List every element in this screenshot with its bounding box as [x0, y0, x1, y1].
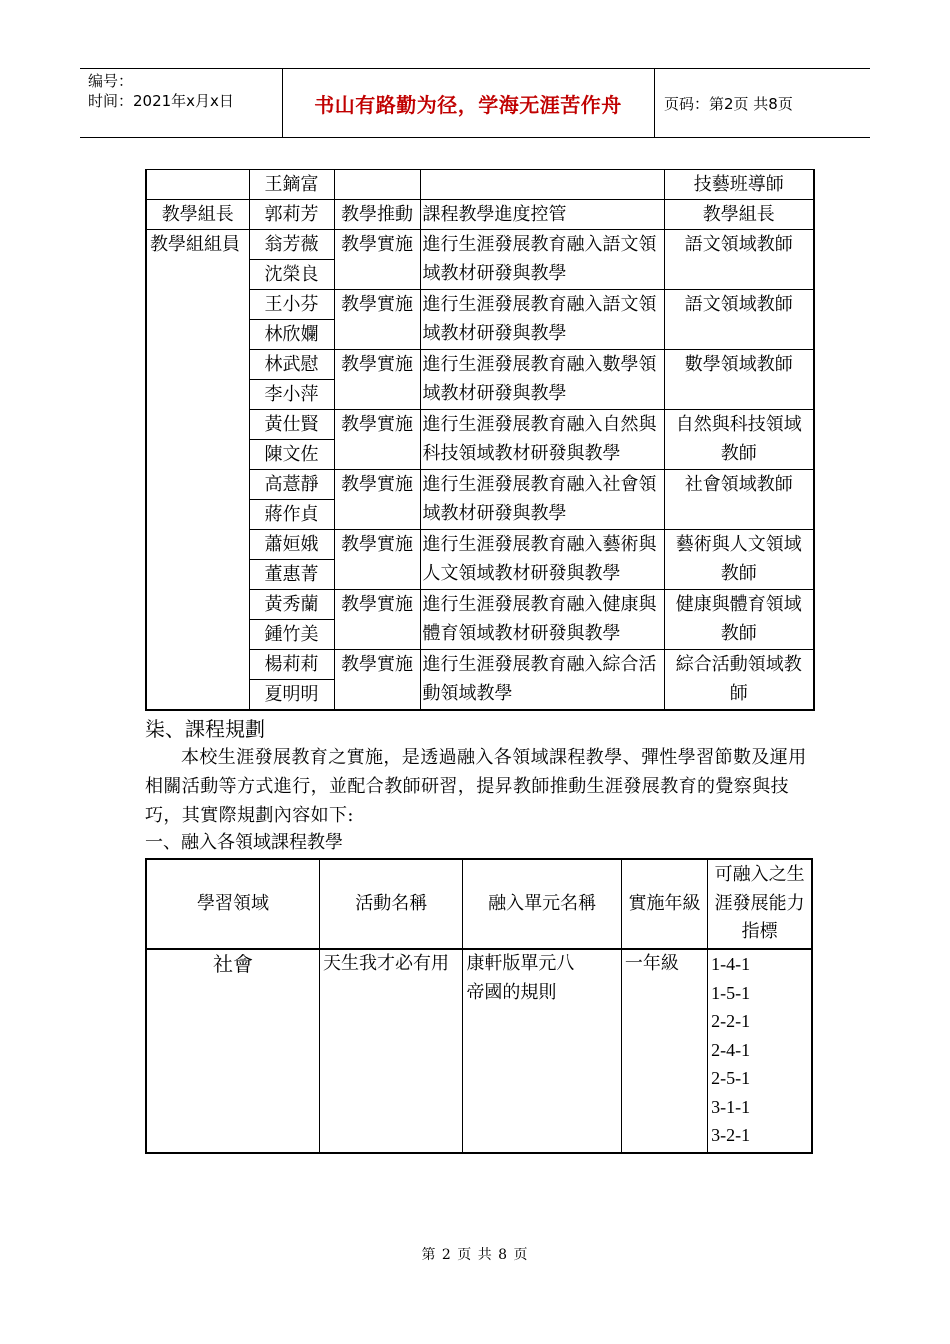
course-grade: 一年級 [621, 949, 707, 1153]
page-header [80, 68, 870, 138]
indicator-item: 2-2-1 [711, 1011, 751, 1031]
staff-title-cell [146, 170, 249, 200]
staff-name: 王鏑富 [249, 170, 334, 200]
staff-table [145, 169, 815, 711]
indicator-item: 3-1-1 [711, 1096, 751, 1117]
table-header-row [146, 859, 812, 949]
staff-role: 語文領域教師 [664, 230, 814, 290]
header-number: 编号： [88, 72, 134, 90]
staff-role: 技藝班導師 [664, 170, 814, 200]
indicator-item: 3-2-1 [711, 1125, 751, 1145]
staff-name: 高薏靜 [249, 470, 334, 500]
staff-name: 黃秀蘭 [249, 590, 334, 620]
staff-task: 教學實施 [334, 650, 420, 711]
staff-name: 董惠菁 [249, 560, 334, 590]
indicator-item: 1-5-1 [711, 982, 751, 1003]
staff-name: 鍾竹美 [249, 620, 334, 650]
staff-task: 教學實施 [334, 410, 420, 470]
staff-name: 沈榮良 [249, 260, 334, 290]
staff-desc: 進行生涯發展教育融入語文領域教材研發與教學 [420, 290, 664, 350]
column-header: 實施年級 [621, 859, 707, 949]
course-activity: 天生我才必有用 [320, 949, 463, 1153]
staff-desc: 進行生涯發展教育融入健康與體育領域教材研發與教學 [420, 590, 664, 650]
staff-task: 教學推動 [334, 200, 420, 230]
staff-role: 藝術與人文領域教師 [664, 530, 814, 590]
table-row [146, 230, 814, 260]
header-page-number: 页码：第2页 共8页 [664, 94, 793, 113]
header-motto: 书山有路勤为径，学海无涯苦作舟 [314, 92, 622, 117]
section-paragraph: 本校生涯發展教育之實施，是透過融入各領域課程教學、彈性學習節數及運用相關活動等方式進行，並配合教師研習，提昇教師推動生涯發展教育的覺察與技巧，其實際規劃內容如下: [145, 747, 807, 826]
column-header: 學習領域 [146, 859, 320, 949]
indicator-item: 2-5-1 [711, 1068, 751, 1088]
staff-name: 楊莉莉 [249, 650, 334, 680]
column-header: 可融入之生涯發展能力指標 [708, 859, 812, 949]
staff-name: 林武慰 [249, 350, 334, 380]
staff-name: 李小萍 [249, 380, 334, 410]
table-row [146, 170, 814, 200]
staff-title-cell: 教學組組員 [146, 230, 249, 711]
staff-role: 教學組長 [664, 200, 814, 230]
staff-task [334, 170, 420, 200]
course-table [145, 858, 813, 1154]
staff-desc: 進行生涯發展教育融入綜合活動領域教學 [420, 650, 664, 711]
table-row [146, 200, 814, 230]
staff-role: 數學領域教師 [664, 350, 814, 410]
column-header: 活動名稱 [320, 859, 463, 949]
course-indicators [708, 949, 812, 1153]
indicator-item: 2-4-1 [711, 1039, 751, 1060]
staff-task: 教學實施 [334, 230, 420, 290]
staff-task: 教學實施 [334, 590, 420, 650]
staff-role: 綜合活動領域教師 [664, 650, 814, 711]
table-row [146, 949, 812, 1153]
staff-task: 教學實施 [334, 290, 420, 350]
header-date: 时间：2021年x月x日 [88, 92, 234, 110]
staff-task: 教學實施 [334, 470, 420, 530]
header-divider [654, 69, 655, 137]
staff-desc [420, 170, 664, 200]
course-domain: 社會 [146, 949, 320, 1153]
staff-role: 語文領域教師 [664, 290, 814, 350]
course-unit: 康軒版單元八帝國的規則 [463, 949, 621, 1153]
staff-role: 健康與體育領域教師 [664, 590, 814, 650]
subsection-title: 一、融入各領域課程教學 [145, 832, 343, 853]
staff-title-cell: 教學組長 [146, 200, 249, 230]
section-title: 柒、課程規劃 [145, 717, 265, 741]
staff-role: 自然與科技領域教師 [664, 410, 814, 470]
staff-desc: 課程教學進度控管 [420, 200, 664, 230]
staff-task: 教學實施 [334, 530, 420, 590]
staff-name: 王小芬 [249, 290, 334, 320]
staff-name: 陳文佐 [249, 440, 334, 470]
staff-name: 林欣孄 [249, 320, 334, 350]
staff-role: 社會領域教師 [664, 470, 814, 530]
staff-desc: 進行生涯發展教育融入社會領域教材研發與教學 [420, 470, 664, 530]
staff-desc: 進行生涯發展教育融入藝術與人文領域教材研發與教學 [420, 530, 664, 590]
staff-name: 蔣作貞 [249, 500, 334, 530]
staff-name: 夏明明 [249, 680, 334, 711]
column-header: 融入單元名稱 [463, 859, 621, 949]
page-footer: 第 2 页 共 8 页 [421, 1247, 529, 1263]
staff-name: 黃仕賢 [249, 410, 334, 440]
indicator-item: 1-4-1 [711, 954, 751, 974]
staff-task: 教學實施 [334, 350, 420, 410]
header-meta [88, 71, 284, 111]
staff-name: 郭莉芳 [249, 200, 334, 230]
staff-desc: 進行生涯發展教育融入語文領域教材研發與教學 [420, 230, 664, 290]
staff-desc: 進行生涯發展教育融入自然與科技領域教材研發與教學 [420, 410, 664, 470]
staff-desc: 進行生涯發展教育融入數學領域教材研發與教學 [420, 350, 664, 410]
staff-name: 蕭姮娥 [249, 530, 334, 560]
staff-name: 翁芳薇 [249, 230, 334, 260]
